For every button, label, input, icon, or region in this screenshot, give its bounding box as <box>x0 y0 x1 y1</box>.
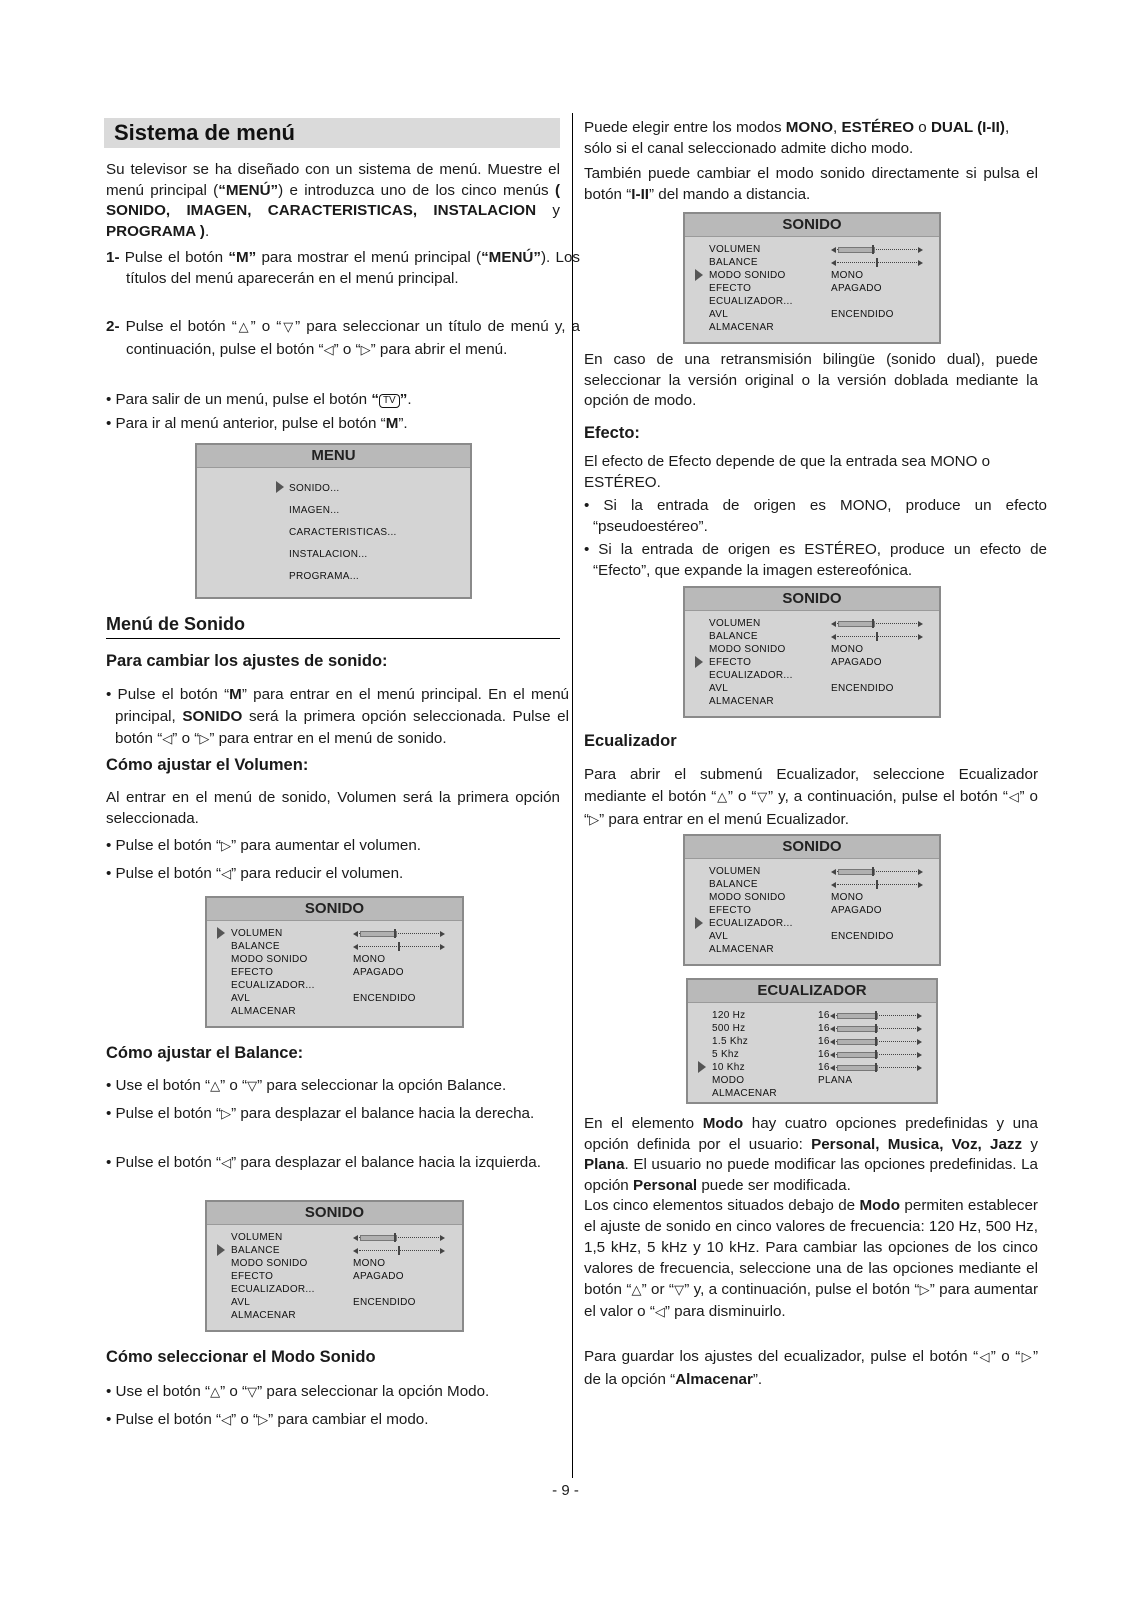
balance-slider[interactable] <box>831 632 923 642</box>
slider-knob <box>875 1050 877 1059</box>
intro-paragraph: Su televisor se ha diseñado con un sistema de menú. Muestre el menú principal (“MENÚ”) e introduzca uno de los cinco menús ( SONIDO, IMAGEN, CARACTERISTICAS, INSTALACION y PROGRAMA ). <box>106 161 560 240</box>
eq-band-value: 16 <box>818 1049 830 1060</box>
effect-bullet-1: • Si la entrada de origen es MONO, produce un efecto “pseudoestéreo”. <box>584 497 1047 535</box>
eq-band-slider[interactable] <box>830 1063 922 1073</box>
menu-option[interactable]: ECUALIZADOR... <box>231 980 315 991</box>
sound-menu-box-volume <box>205 896 464 1028</box>
selection-pointer-icon <box>217 927 225 939</box>
eq-band-slider[interactable] <box>830 1011 922 1021</box>
menu-item[interactable]: IMAGEN... <box>289 505 340 516</box>
right-arrow-icon <box>918 260 923 266</box>
left-arrow-icon <box>353 1248 358 1254</box>
left-arrow-icon <box>830 1026 835 1032</box>
column-divider <box>572 113 573 1478</box>
slider-knob <box>872 867 874 876</box>
right-arrow-icon <box>918 247 923 253</box>
right-arrow-icon <box>917 1052 922 1058</box>
balance-slider[interactable] <box>353 942 445 952</box>
balance-slider[interactable] <box>831 258 923 268</box>
menu-option[interactable]: AVL <box>709 931 729 942</box>
eq-store-label[interactable]: ALMACENAR <box>712 1088 777 1099</box>
left-arrow-icon <box>830 1052 835 1058</box>
option-value: APAGADO <box>831 283 882 294</box>
step-2: 2- Pulse el botón “△” o “▽” para seleccionar un título de menú y, a continuación, pulse el botón “◁” o “▷” para abrir el menú. <box>106 318 580 358</box>
menu-option[interactable]: ALMACENAR <box>231 1006 296 1017</box>
menu-box-title: SONIDO <box>685 836 939 859</box>
slider-knob <box>876 880 878 889</box>
effect-heading: Efecto: <box>584 424 640 442</box>
left-arrow-icon <box>353 931 358 937</box>
volume-slider[interactable] <box>831 245 923 255</box>
menu-option[interactable]: AVL <box>231 993 251 1004</box>
option-value: MONO <box>353 954 386 965</box>
mode-bullet-1: • Use el botón “△” o “▽” para seleccionar la opción Modo. <box>106 1383 490 1400</box>
menu-option[interactable]: BALANCE <box>231 941 280 952</box>
menu-option[interactable]: ECUALIZADOR... <box>709 670 793 681</box>
slider-fill <box>837 1013 878 1019</box>
menu-option[interactable]: BALANCE <box>231 1245 280 1256</box>
back-instruction: • Para ir al menú anterior, pulse el botón “M”. <box>106 415 408 432</box>
page-title: Sistema de menú <box>114 120 295 145</box>
slider-fill <box>360 1235 397 1241</box>
effect-paragraph: El efecto de Efecto depende de que la entrada sea MONO o ESTÉREO. <box>584 453 991 491</box>
menu-option[interactable]: BALANCE <box>709 879 758 890</box>
balance-slider[interactable] <box>353 1246 445 1256</box>
slider-knob <box>875 1063 877 1072</box>
left-arrow-icon <box>353 944 358 950</box>
eq-band-label[interactable]: 120 Hz <box>712 1010 746 1021</box>
menu-item[interactable]: INSTALACION... <box>289 549 368 560</box>
option-value: ENCENDIDO <box>831 931 894 942</box>
option-value: APAGADO <box>353 967 404 978</box>
option-value: ENCENDIDO <box>353 1297 416 1308</box>
menu-option[interactable]: VOLUMEN <box>709 618 761 629</box>
sound-mode-heading: Cómo seleccionar el Modo Sonido <box>106 1348 376 1366</box>
eq-band-label[interactable]: 500 Hz <box>712 1023 746 1034</box>
left-arrow-icon <box>831 621 836 627</box>
volume-text: Al entrar en el menú de sonido, Volumen será la primera opción seleccionada. <box>106 789 560 827</box>
menu-option[interactable]: VOLUMEN <box>709 244 761 255</box>
slider-knob <box>876 632 878 641</box>
left-arrow-icon <box>830 1065 835 1071</box>
eq-mode-value: PLANA <box>818 1075 853 1086</box>
left-arrow-icon <box>831 882 836 888</box>
equalizer-box-title: ECUALIZADOR <box>688 980 936 1003</box>
slider-fill <box>837 1065 878 1071</box>
selection-pointer-icon <box>217 1244 225 1256</box>
menu-option[interactable]: EFECTO <box>231 967 274 978</box>
option-value: MONO <box>831 644 864 655</box>
slider-knob <box>875 1011 877 1020</box>
page-number: - 9 - <box>552 1482 579 1499</box>
balance-slider[interactable] <box>831 880 923 890</box>
section-title-bar <box>104 118 560 148</box>
eq-band-slider[interactable] <box>830 1024 922 1034</box>
eq-band-value: 16 <box>818 1010 830 1021</box>
slider-fill <box>838 869 875 875</box>
menu-option[interactable]: MODO SONIDO <box>709 892 786 903</box>
volume-bullet-1: • Pulse el botón “▷” para aumentar el volumen. <box>106 837 422 854</box>
menu-item[interactable]: SONIDO... <box>289 483 340 494</box>
eq-mode-label[interactable]: MODO <box>712 1075 745 1086</box>
option-value: APAGADO <box>353 1271 404 1282</box>
slider-knob <box>875 1037 877 1046</box>
menu-option[interactable]: EFECTO <box>231 1271 274 1282</box>
change-settings-text: • Pulse el botón “M” para entrar en el menú principal. En el menú principal, SONIDO será la primera opción seleccionada. Pulse el botón “◁” o “▷” para entrar en el menú de sonido. <box>106 686 570 747</box>
slider-knob <box>394 929 396 938</box>
main-menu-box <box>195 443 472 599</box>
menu-box-title: MENU <box>197 445 470 468</box>
right-arrow-icon <box>440 931 445 937</box>
mode-bullet-2: • Pulse el botón “◁” o “▷” para cambiar el modo. <box>106 1411 429 1428</box>
selection-pointer-icon <box>695 656 703 668</box>
eq-band-value: 16 <box>818 1023 830 1034</box>
left-arrow-icon <box>831 869 836 875</box>
menu-option[interactable]: ECUALIZADOR... <box>231 1284 315 1295</box>
menu-option[interactable]: BALANCE <box>709 257 758 268</box>
slider-knob <box>398 1246 400 1255</box>
menu-option[interactable]: VOLUMEN <box>709 866 761 877</box>
volume-slider[interactable] <box>353 1233 445 1243</box>
eq-band-slider[interactable] <box>830 1037 922 1047</box>
menu-option[interactable]: BALANCE <box>709 631 758 642</box>
sound-menu-box-equalizer <box>683 834 941 966</box>
menu-option[interactable]: VOLUMEN <box>231 1232 283 1243</box>
balance-bullet-3: • Pulse el botón “◁” para desplazar el balance hacia la izquierda. <box>106 1154 541 1171</box>
volume-slider[interactable] <box>831 867 923 877</box>
slider-knob <box>876 258 878 267</box>
bilingual-paragraph: En caso de una retransmisión bilingüe (sonido dual), puede seleccionar la versión original o la versión doblada mediante la opción de modo. <box>584 351 1038 410</box>
menu-box-title: SONIDO <box>207 898 462 921</box>
remote-mode-paragraph: También puede cambiar el modo sonido directamente si pulsa el botón “I-II” del mando a distancia. <box>584 165 1038 203</box>
right-arrow-icon <box>918 882 923 888</box>
option-value: MONO <box>353 1258 386 1269</box>
menu-box-title: SONIDO <box>207 1202 462 1225</box>
eq-band-label[interactable]: 10 Khz <box>712 1062 745 1073</box>
slider-knob <box>872 245 874 254</box>
slider-fill <box>838 621 875 627</box>
menu-option[interactable]: MODO SONIDO <box>709 270 786 281</box>
right-arrow-icon <box>918 621 923 627</box>
menu-option[interactable]: MODO SONIDO <box>231 954 308 965</box>
menu-option[interactable]: ALMACENAR <box>709 696 774 707</box>
sound-menu-box-effect <box>683 586 941 718</box>
exit-instruction: • Para salir de un menú, pulse el botón “ TV ”. <box>106 391 412 408</box>
menu-option[interactable]: AVL <box>231 1297 251 1308</box>
sound-menu-box-mode <box>683 212 941 344</box>
left-arrow-icon <box>831 247 836 253</box>
right-arrow-icon <box>918 634 923 640</box>
menu-item[interactable]: CARACTERISTICAS... <box>289 527 397 538</box>
slider-knob <box>398 942 400 951</box>
option-value: ENCENDIDO <box>831 309 894 320</box>
menu-option[interactable]: EFECTO <box>709 283 752 294</box>
menu-option[interactable]: AVL <box>709 309 729 320</box>
mode-options-paragraph: Puede elegir entre los modos MONO, ESTÉREO o DUAL (I-II), sólo si el canal seleccionado admite dicho modo. <box>584 119 1010 157</box>
slider-fill <box>837 1026 878 1032</box>
right-arrow-icon <box>440 1248 445 1254</box>
selection-pointer-icon <box>276 481 284 493</box>
menu-option[interactable]: ECUALIZADOR... <box>709 296 793 307</box>
save-paragraph: Para guardar los ajustes del ecualizador, pulse el botón “◁” o “▷” de la opción “Almacenar”. <box>584 1348 1038 1388</box>
right-arrow-icon <box>440 944 445 950</box>
menu-box-title: SONIDO <box>685 588 939 611</box>
volume-slider[interactable] <box>353 929 445 939</box>
balance-bullet-2: • Pulse el botón “▷” para desplazar el balance hacia la derecha. <box>106 1105 535 1122</box>
equalizer-paragraph: Para abrir el submenú Ecualizador, seleccione Ecualizador mediante el botón “△” o “▽” y, a continuación, pulse el botón “◁” o “▷” para entrar en el menú Ecualizador. <box>584 766 1038 828</box>
heading-rule <box>106 638 560 639</box>
menu-option[interactable]: ALMACENAR <box>231 1310 296 1321</box>
equalizer-heading: Ecualizador <box>584 732 677 750</box>
option-value: APAGADO <box>831 657 882 668</box>
step-1: 1- Pulse el botón “M” para mostrar el menú principal (“MENÚ”). Los títulos del menú aparecerán en el menú principal. <box>106 249 581 287</box>
change-settings-heading: Para cambiar los ajustes de sonido: <box>106 652 388 670</box>
menu-option[interactable]: MODO SONIDO <box>231 1258 308 1269</box>
effect-bullet-2: • Si la entrada de origen es ESTÉREO, produce un efecto de “Efecto”, que expande la imagen estereofónica. <box>584 541 1047 579</box>
eq-band-slider[interactable] <box>830 1050 922 1060</box>
option-value: APAGADO <box>831 905 882 916</box>
eq-band-label[interactable]: 1.5 Khz <box>712 1036 749 1047</box>
menu-item[interactable]: PROGRAMA... <box>289 571 359 582</box>
menu-box-title: SONIDO <box>685 214 939 237</box>
left-arrow-icon <box>830 1039 835 1045</box>
slider-knob <box>394 1233 396 1242</box>
sound-menu-heading: Menú de Sonido <box>106 614 245 634</box>
selection-pointer-icon <box>695 269 703 281</box>
slider-fill <box>838 247 875 253</box>
option-value: MONO <box>831 892 864 903</box>
volume-bullet-2: • Pulse el botón “◁” para reducir el volumen. <box>106 865 404 882</box>
menu-option[interactable]: VOLUMEN <box>231 928 283 939</box>
sound-menu-box-balance <box>205 1200 464 1332</box>
selection-pointer-icon <box>698 1061 706 1073</box>
slider-knob <box>872 619 874 628</box>
menu-option[interactable]: ALMACENAR <box>709 944 774 955</box>
right-arrow-icon <box>917 1013 922 1019</box>
left-arrow-icon <box>353 1235 358 1241</box>
slider-fill <box>360 931 397 937</box>
menu-option[interactable]: ALMACENAR <box>709 322 774 333</box>
right-arrow-icon <box>917 1065 922 1071</box>
volume-heading: Cómo ajustar el Volumen: <box>106 756 309 774</box>
slider-knob <box>875 1024 877 1033</box>
eq-band-value: 16 <box>818 1062 830 1073</box>
menu-option[interactable]: MODO SONIDO <box>709 644 786 655</box>
right-arrow-icon <box>917 1026 922 1032</box>
eq-band-value: 16 <box>818 1036 830 1047</box>
tv-button-icon: TV <box>379 394 400 408</box>
right-arrow-icon <box>917 1039 922 1045</box>
balance-bullet-1: • Use el botón “△” o “▽” para seleccionar la opción Balance. <box>106 1077 507 1094</box>
left-arrow-icon <box>831 260 836 266</box>
option-value: ENCENDIDO <box>353 993 416 1004</box>
frequency-paragraph: Los cinco elementos situados debajo de Modo permiten establecer el ajuste de sonido en cinco valores de frecuencia: 120 Hz, 500 Hz, 1,5 kHz, 5 kHz y 10 kHz. Para cambiar las opciones de los cinco valores de frecuencia, seleccione una de las opciones mediante el botón “△” or “▽” y, a continuación, pulse el botón “▷” para aumentar el valor o “◁” para disminuirlo. <box>584 1197 1039 1320</box>
menu-option[interactable]: EFECTO <box>709 905 752 916</box>
slider-fill <box>837 1052 878 1058</box>
slider-fill <box>837 1039 878 1045</box>
option-value: ENCENDIDO <box>831 683 894 694</box>
mode-presets-paragraph: En el elemento Modo hay cuatro opciones predefinidas y una opción definida por el usuario: Personal, Musica, Voz, Jazz y Plana. El usuario no puede modificar las opciones predefinidas. La opción Personal puede ser modificada. <box>584 1115 1038 1194</box>
option-value: MONO <box>831 270 864 281</box>
menu-option[interactable]: ECUALIZADOR... <box>709 918 793 929</box>
right-arrow-icon <box>918 869 923 875</box>
left-arrow-icon <box>830 1013 835 1019</box>
right-arrow-icon <box>440 1235 445 1241</box>
eq-band-label[interactable]: 5 Khz <box>712 1049 740 1060</box>
menu-option[interactable]: AVL <box>709 683 729 694</box>
selection-pointer-icon <box>695 917 703 929</box>
menu-option[interactable]: EFECTO <box>709 657 752 668</box>
left-arrow-icon <box>831 634 836 640</box>
balance-heading: Cómo ajustar el Balance: <box>106 1044 304 1062</box>
volume-slider[interactable] <box>831 619 923 629</box>
equalizer-menu-box <box>686 978 938 1104</box>
